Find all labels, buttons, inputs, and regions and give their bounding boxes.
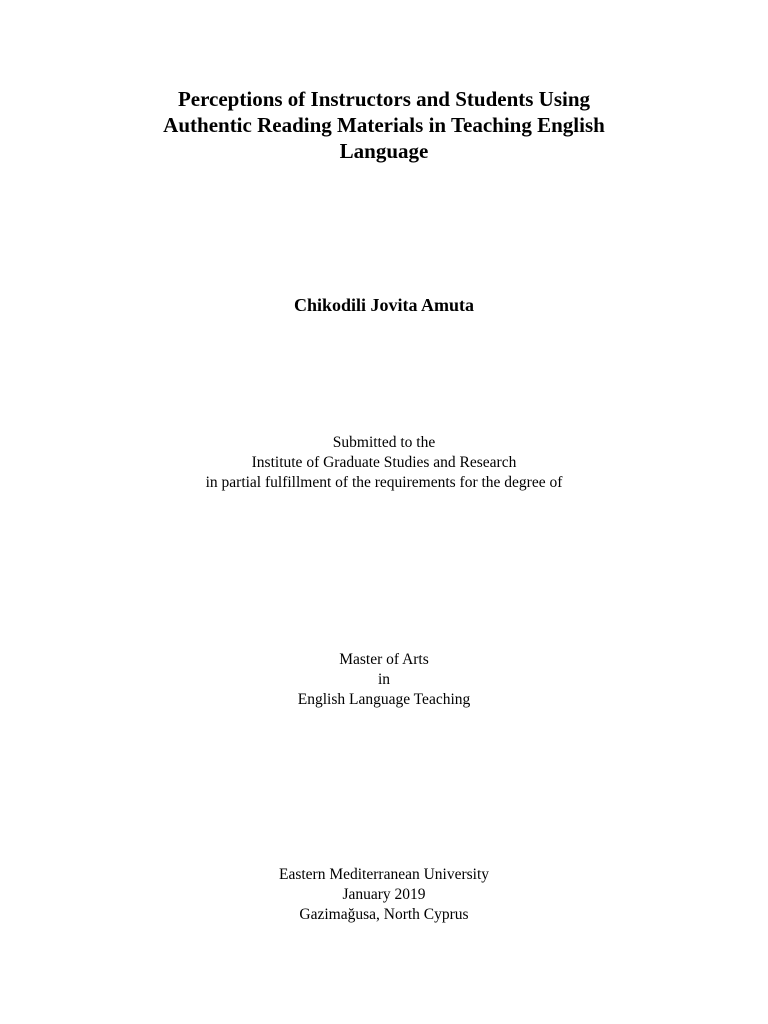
- thesis-title: [0, 86, 768, 164]
- submission-statement: [0, 433, 768, 493]
- submission-line-1: Submitted to the: [332, 434, 436, 451]
- submission-date: January 2019: [342, 886, 426, 903]
- university-name: Eastern Mediterranean University: [278, 866, 490, 883]
- university-location: Gazimağusa, North Cyprus: [299, 906, 469, 923]
- thesis-title-line-2: Authentic Reading Materials in Teaching English: [163, 113, 605, 137]
- thesis-title-line-1: Perceptions of Instructors and Students Using: [177, 87, 591, 111]
- degree-name: Master of Arts: [339, 651, 429, 668]
- author-name: Chikodili Jovita Amuta: [293, 295, 475, 315]
- institution-info: [0, 865, 768, 925]
- degree-info: [0, 650, 768, 710]
- submission-line-2: Institute of Graduate Studies and Research: [251, 454, 517, 471]
- submission-line-3: in partial fulfillment of the requirements for the degree of: [205, 474, 563, 491]
- degree-connector: in: [377, 671, 391, 688]
- thesis-title-line-3: Language: [339, 139, 429, 163]
- degree-field: English Language Teaching: [297, 691, 471, 708]
